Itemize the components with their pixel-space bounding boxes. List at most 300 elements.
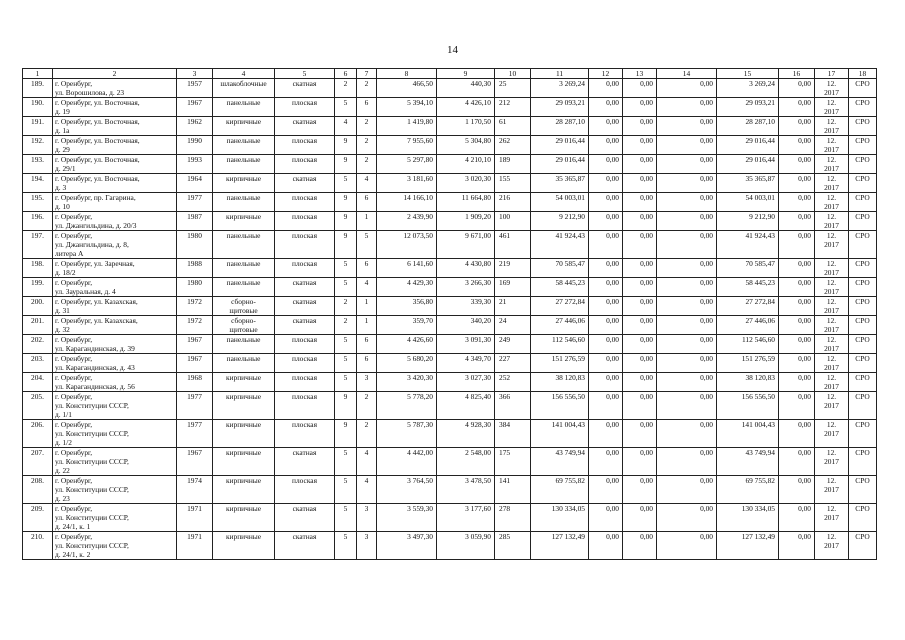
wall-material-cell: кирпичные xyxy=(213,174,275,193)
row-number: 196. xyxy=(23,212,53,231)
column-header: 14 xyxy=(657,69,717,79)
table-row xyxy=(23,392,877,420)
entrances-cell: 1 xyxy=(357,297,377,316)
entrances-cell: 4 xyxy=(357,278,377,297)
year-cell: 1974 xyxy=(177,476,213,504)
table-row xyxy=(23,193,877,212)
col13-cell: 0,00 xyxy=(623,155,657,174)
address-cell: г. Оренбург, ул. Восточная, д. 19 xyxy=(53,98,177,117)
table-row xyxy=(23,174,877,193)
cost-cell: 112 546,60 xyxy=(531,335,589,354)
col12-cell: 0,00 xyxy=(589,297,623,316)
col14-cell: 0,00 xyxy=(657,504,717,532)
wall-material-cell: кирпичные xyxy=(213,373,275,392)
table-row xyxy=(23,373,877,392)
year-cell: 1977 xyxy=(177,392,213,420)
method-cell: СРО xyxy=(849,117,877,136)
col13-cell: 0,00 xyxy=(623,117,657,136)
col12-cell: 0,00 xyxy=(589,476,623,504)
living-area-cell: 11 664,80 xyxy=(437,193,495,212)
living-area-cell: 3 020,30 xyxy=(437,174,495,193)
col16-cell: 0,00 xyxy=(779,231,815,259)
roof-type-cell: скатная xyxy=(275,297,335,316)
wall-material-cell: кирпичные xyxy=(213,504,275,532)
col14-cell: 0,00 xyxy=(657,259,717,278)
total-area-cell: 5 297,80 xyxy=(377,155,437,174)
living-area-cell: 3 059,90 xyxy=(437,532,495,560)
year-cell: 1967 xyxy=(177,98,213,117)
cost-cell: 29 093,21 xyxy=(531,98,589,117)
col16-cell: 0,00 xyxy=(779,297,815,316)
column-header: 2 xyxy=(53,69,177,79)
floors-cell: 2 xyxy=(335,79,357,98)
table-row xyxy=(23,297,877,316)
col15-cell: 151 276,59 xyxy=(717,354,779,373)
entrances-cell: 3 xyxy=(357,373,377,392)
living-area-cell: 4 426,10 xyxy=(437,98,495,117)
cost-cell: 27 272,84 xyxy=(531,297,589,316)
col13-cell: 0,00 xyxy=(623,259,657,278)
period-cell: 12. 2017 xyxy=(815,392,849,420)
period-cell: 12. 2017 xyxy=(815,174,849,193)
entrances-cell: 6 xyxy=(357,98,377,117)
method-cell: СРО xyxy=(849,476,877,504)
col13-cell: 0,00 xyxy=(623,448,657,476)
year-cell: 1968 xyxy=(177,373,213,392)
floors-cell: 9 xyxy=(335,193,357,212)
table-row xyxy=(23,231,877,259)
residents-cell: 189 xyxy=(495,155,531,174)
address-cell: г. Оренбург, ул. Зауральная, д. 4 xyxy=(53,278,177,297)
living-area-cell: 4 928,30 xyxy=(437,420,495,448)
roof-type-cell: скатная xyxy=(275,448,335,476)
row-number: 201. xyxy=(23,316,53,335)
col13-cell: 0,00 xyxy=(623,373,657,392)
total-area-cell: 14 166,10 xyxy=(377,193,437,212)
col15-cell: 112 546,60 xyxy=(717,335,779,354)
entrances-cell: 1 xyxy=(357,212,377,231)
year-cell: 1972 xyxy=(177,297,213,316)
column-header: 18 xyxy=(849,69,877,79)
col14-cell: 0,00 xyxy=(657,117,717,136)
cost-cell: 54 003,01 xyxy=(531,193,589,212)
roof-type-cell: плоская xyxy=(275,212,335,231)
year-cell: 1977 xyxy=(177,193,213,212)
cost-cell: 43 749,94 xyxy=(531,448,589,476)
col13-cell: 0,00 xyxy=(623,98,657,117)
col13-cell: 0,00 xyxy=(623,212,657,231)
col16-cell: 0,00 xyxy=(779,420,815,448)
cost-cell: 9 212,90 xyxy=(531,212,589,231)
year-cell: 1964 xyxy=(177,174,213,193)
address-cell: г. Оренбург, ул. Казахская, д. 32 xyxy=(53,316,177,335)
col12-cell: 0,00 xyxy=(589,335,623,354)
row-number: 195. xyxy=(23,193,53,212)
year-cell: 1962 xyxy=(177,117,213,136)
total-area-cell: 466,50 xyxy=(377,79,437,98)
col15-cell: 127 132,49 xyxy=(717,532,779,560)
year-cell: 1987 xyxy=(177,212,213,231)
floors-cell: 9 xyxy=(335,420,357,448)
cost-cell: 41 924,43 xyxy=(531,231,589,259)
address-cell: г. Оренбург, ул. Карагандинская, д. 43 xyxy=(53,354,177,373)
living-area-cell: 3 091,30 xyxy=(437,335,495,354)
residents-cell: 25 xyxy=(495,79,531,98)
residents-cell: 249 xyxy=(495,335,531,354)
col12-cell: 0,00 xyxy=(589,136,623,155)
floors-cell: 9 xyxy=(335,136,357,155)
method-cell: СРО xyxy=(849,420,877,448)
living-area-cell: 3 177,60 xyxy=(437,504,495,532)
method-cell: СРО xyxy=(849,335,877,354)
col13-cell: 0,00 xyxy=(623,476,657,504)
col16-cell: 0,00 xyxy=(779,392,815,420)
method-cell: СРО xyxy=(849,392,877,420)
wall-material-cell: кирпичные xyxy=(213,448,275,476)
cost-cell: 3 269,24 xyxy=(531,79,589,98)
col15-cell: 29 016,44 xyxy=(717,155,779,174)
wall-material-cell: кирпичные xyxy=(213,476,275,504)
col15-cell: 28 287,10 xyxy=(717,117,779,136)
col16-cell: 0,00 xyxy=(779,278,815,297)
col13-cell: 0,00 xyxy=(623,193,657,212)
col14-cell: 0,00 xyxy=(657,354,717,373)
col13-cell: 0,00 xyxy=(623,335,657,354)
address-cell: г. Оренбург, ул. Восточная, д. 29 xyxy=(53,136,177,155)
residents-cell: 285 xyxy=(495,532,531,560)
cost-cell: 29 016,44 xyxy=(531,155,589,174)
row-number: 192. xyxy=(23,136,53,155)
col12-cell: 0,00 xyxy=(589,193,623,212)
floors-cell: 9 xyxy=(335,231,357,259)
total-area-cell: 7 955,60 xyxy=(377,136,437,155)
year-cell: 1972 xyxy=(177,316,213,335)
col12-cell: 0,00 xyxy=(589,231,623,259)
period-cell: 12. 2017 xyxy=(815,117,849,136)
table-row xyxy=(23,117,877,136)
table-row xyxy=(23,79,877,98)
col13-cell: 0,00 xyxy=(623,392,657,420)
cost-cell: 156 556,50 xyxy=(531,392,589,420)
address-cell: г. Оренбург, ул. Конституции СССР, д. 24/1, к. 1 xyxy=(53,504,177,532)
col13-cell: 0,00 xyxy=(623,316,657,335)
col15-cell: 130 334,05 xyxy=(717,504,779,532)
period-cell: 12. 2017 xyxy=(815,297,849,316)
col13-cell: 0,00 xyxy=(623,231,657,259)
col14-cell: 0,00 xyxy=(657,448,717,476)
wall-material-cell: шлакоблочные xyxy=(213,79,275,98)
wall-material-cell: кирпичные xyxy=(213,117,275,136)
roof-type-cell: скатная xyxy=(275,316,335,335)
residents-cell: 278 xyxy=(495,504,531,532)
period-cell: 12. 2017 xyxy=(815,504,849,532)
column-header: 15 xyxy=(717,69,779,79)
floors-cell: 5 xyxy=(335,504,357,532)
total-area-cell: 12 073,50 xyxy=(377,231,437,259)
col14-cell: 0,00 xyxy=(657,79,717,98)
column-header: 3 xyxy=(177,69,213,79)
residents-cell: 384 xyxy=(495,420,531,448)
column-header: 12 xyxy=(589,69,623,79)
col12-cell: 0,00 xyxy=(589,532,623,560)
year-cell: 1967 xyxy=(177,335,213,354)
col12-cell: 0,00 xyxy=(589,354,623,373)
period-cell: 12. 2017 xyxy=(815,155,849,174)
col16-cell: 0,00 xyxy=(779,316,815,335)
col12-cell: 0,00 xyxy=(589,448,623,476)
wall-material-cell: панельные xyxy=(213,278,275,297)
col14-cell: 0,00 xyxy=(657,278,717,297)
table-row xyxy=(23,448,877,476)
method-cell: СРО xyxy=(849,174,877,193)
living-area-cell: 4 349,70 xyxy=(437,354,495,373)
housing-repair-table xyxy=(22,68,877,560)
wall-material-cell: сборно- щитовые xyxy=(213,316,275,335)
total-area-cell: 1 419,80 xyxy=(377,117,437,136)
floors-cell: 5 xyxy=(335,174,357,193)
col15-cell: 54 003,01 xyxy=(717,193,779,212)
roof-type-cell: плоская xyxy=(275,231,335,259)
year-cell: 1980 xyxy=(177,278,213,297)
period-cell: 12. 2017 xyxy=(815,373,849,392)
col15-cell: 43 749,94 xyxy=(717,448,779,476)
col16-cell: 0,00 xyxy=(779,98,815,117)
col16-cell: 0,00 xyxy=(779,117,815,136)
col13-cell: 0,00 xyxy=(623,174,657,193)
total-area-cell: 3 764,50 xyxy=(377,476,437,504)
address-cell: г. Оренбург, ул. Конституции СССР, д. 23 xyxy=(53,476,177,504)
total-area-cell: 3 420,30 xyxy=(377,373,437,392)
col13-cell: 0,00 xyxy=(623,297,657,316)
col15-cell: 29 016,44 xyxy=(717,136,779,155)
floors-cell: 5 xyxy=(335,278,357,297)
period-cell: 12. 2017 xyxy=(815,193,849,212)
entrances-cell: 6 xyxy=(357,354,377,373)
table-row xyxy=(23,98,877,117)
total-area-cell: 4 442,00 xyxy=(377,448,437,476)
year-cell: 1971 xyxy=(177,504,213,532)
period-cell: 12. 2017 xyxy=(815,79,849,98)
col15-cell: 3 269,24 xyxy=(717,79,779,98)
cost-cell: 130 334,05 xyxy=(531,504,589,532)
floors-cell: 5 xyxy=(335,448,357,476)
row-number: 202. xyxy=(23,335,53,354)
year-cell: 1993 xyxy=(177,155,213,174)
roof-type-cell: плоская xyxy=(275,155,335,174)
col13-cell: 0,00 xyxy=(623,420,657,448)
col14-cell: 0,00 xyxy=(657,392,717,420)
cost-cell: 141 004,43 xyxy=(531,420,589,448)
method-cell: СРО xyxy=(849,231,877,259)
total-area-cell: 3 559,30 xyxy=(377,504,437,532)
roof-type-cell: скатная xyxy=(275,532,335,560)
col12-cell: 0,00 xyxy=(589,117,623,136)
col13-cell: 0,00 xyxy=(623,354,657,373)
wall-material-cell: панельные xyxy=(213,354,275,373)
col15-cell: 27 272,84 xyxy=(717,297,779,316)
year-cell: 1967 xyxy=(177,448,213,476)
col14-cell: 0,00 xyxy=(657,174,717,193)
cost-cell: 35 365,87 xyxy=(531,174,589,193)
residents-cell: 175 xyxy=(495,448,531,476)
row-number: 197. xyxy=(23,231,53,259)
year-cell: 1971 xyxy=(177,532,213,560)
living-area-cell: 1 170,50 xyxy=(437,117,495,136)
entrances-cell: 1 xyxy=(357,316,377,335)
col12-cell: 0,00 xyxy=(589,212,623,231)
method-cell: СРО xyxy=(849,278,877,297)
method-cell: СРО xyxy=(849,136,877,155)
living-area-cell: 5 304,80 xyxy=(437,136,495,155)
col16-cell: 0,00 xyxy=(779,504,815,532)
col12-cell: 0,00 xyxy=(589,155,623,174)
entrances-cell: 6 xyxy=(357,259,377,278)
entrances-cell: 6 xyxy=(357,193,377,212)
row-number: 207. xyxy=(23,448,53,476)
floors-cell: 5 xyxy=(335,532,357,560)
floors-cell: 5 xyxy=(335,476,357,504)
roof-type-cell: плоская xyxy=(275,193,335,212)
floors-cell: 4 xyxy=(335,117,357,136)
method-cell: СРО xyxy=(849,354,877,373)
col16-cell: 0,00 xyxy=(779,136,815,155)
col15-cell: 29 093,21 xyxy=(717,98,779,117)
floors-cell: 5 xyxy=(335,98,357,117)
method-cell: СРО xyxy=(849,193,877,212)
table-row xyxy=(23,136,877,155)
period-cell: 12. 2017 xyxy=(815,476,849,504)
living-area-cell: 3 266,30 xyxy=(437,278,495,297)
period-cell: 12. 2017 xyxy=(815,354,849,373)
entrances-cell: 2 xyxy=(357,136,377,155)
row-number: 194. xyxy=(23,174,53,193)
residents-cell: 252 xyxy=(495,373,531,392)
living-area-cell: 1 909,20 xyxy=(437,212,495,231)
col13-cell: 0,00 xyxy=(623,504,657,532)
column-header: 10 xyxy=(495,69,531,79)
cost-cell: 127 132,49 xyxy=(531,532,589,560)
row-number: 189. xyxy=(23,79,53,98)
address-cell: г. Оренбург, ул. Карагандинская, д. 56 xyxy=(53,373,177,392)
table-row xyxy=(23,532,877,560)
wall-material-cell: кирпичные xyxy=(213,392,275,420)
entrances-cell: 5 xyxy=(357,231,377,259)
column-header: 17 xyxy=(815,69,849,79)
col14-cell: 0,00 xyxy=(657,420,717,448)
period-cell: 12. 2017 xyxy=(815,212,849,231)
period-cell: 12. 2017 xyxy=(815,278,849,297)
living-area-cell: 3 478,50 xyxy=(437,476,495,504)
entrances-cell: 2 xyxy=(357,155,377,174)
col14-cell: 0,00 xyxy=(657,212,717,231)
floors-cell: 2 xyxy=(335,316,357,335)
method-cell: СРО xyxy=(849,316,877,335)
roof-type-cell: плоская xyxy=(275,392,335,420)
floors-cell: 9 xyxy=(335,155,357,174)
row-number: 204. xyxy=(23,373,53,392)
wall-material-cell: панельные xyxy=(213,193,275,212)
method-cell: СРО xyxy=(849,297,877,316)
residents-cell: 262 xyxy=(495,136,531,155)
col15-cell: 58 445,23 xyxy=(717,278,779,297)
col15-cell: 9 212,90 xyxy=(717,212,779,231)
row-number: 193. xyxy=(23,155,53,174)
table-row xyxy=(23,155,877,174)
col15-cell: 69 755,82 xyxy=(717,476,779,504)
col16-cell: 0,00 xyxy=(779,335,815,354)
col16-cell: 0,00 xyxy=(779,373,815,392)
roof-type-cell: скатная xyxy=(275,117,335,136)
column-header: 6 xyxy=(335,69,357,79)
total-area-cell: 2 439,90 xyxy=(377,212,437,231)
row-number: 198. xyxy=(23,259,53,278)
col15-cell: 156 556,50 xyxy=(717,392,779,420)
residents-cell: 21 xyxy=(495,297,531,316)
col14-cell: 0,00 xyxy=(657,193,717,212)
wall-material-cell: панельные xyxy=(213,231,275,259)
column-header: 5 xyxy=(275,69,335,79)
col15-cell: 27 446,06 xyxy=(717,316,779,335)
col12-cell: 0,00 xyxy=(589,504,623,532)
year-cell: 1977 xyxy=(177,420,213,448)
roof-type-cell: плоская xyxy=(275,420,335,448)
col14-cell: 0,00 xyxy=(657,316,717,335)
residents-cell: 212 xyxy=(495,98,531,117)
method-cell: СРО xyxy=(849,373,877,392)
period-cell: 12. 2017 xyxy=(815,335,849,354)
total-area-cell: 356,80 xyxy=(377,297,437,316)
address-cell: г. Оренбург, ул. Казахская, д. 31 xyxy=(53,297,177,316)
method-cell: СРО xyxy=(849,504,877,532)
total-area-cell: 4 429,30 xyxy=(377,278,437,297)
floors-cell: 5 xyxy=(335,354,357,373)
roof-type-cell: плоская xyxy=(275,373,335,392)
col14-cell: 0,00 xyxy=(657,136,717,155)
page-number: 14 xyxy=(447,44,458,56)
address-cell: г. Оренбург, ул. Джангильдина, д. 8, литера А xyxy=(53,231,177,259)
total-area-cell: 4 426,60 xyxy=(377,335,437,354)
wall-material-cell: панельные xyxy=(213,136,275,155)
column-header: 1 xyxy=(23,69,53,79)
row-number: 208. xyxy=(23,476,53,504)
column-header: 9 xyxy=(437,69,495,79)
total-area-cell: 5 778,20 xyxy=(377,392,437,420)
total-area-cell: 5 394,10 xyxy=(377,98,437,117)
address-cell: г. Оренбург, ул. Джангильдина, д. 20/3 xyxy=(53,212,177,231)
column-header: 4 xyxy=(213,69,275,79)
col13-cell: 0,00 xyxy=(623,136,657,155)
address-cell: г. Оренбург, ул. Конституции СССР, д. 1/1 xyxy=(53,392,177,420)
entrances-cell: 2 xyxy=(357,117,377,136)
method-cell: СРО xyxy=(849,155,877,174)
table-row xyxy=(23,212,877,231)
period-cell: 12. 2017 xyxy=(815,532,849,560)
period-cell: 12. 2017 xyxy=(815,420,849,448)
entrances-cell: 2 xyxy=(357,420,377,448)
col16-cell: 0,00 xyxy=(779,212,815,231)
col14-cell: 0,00 xyxy=(657,98,717,117)
floors-cell: 2 xyxy=(335,297,357,316)
row-number: 199. xyxy=(23,278,53,297)
total-area-cell: 3 497,30 xyxy=(377,532,437,560)
col12-cell: 0,00 xyxy=(589,79,623,98)
entrances-cell: 2 xyxy=(357,79,377,98)
cost-cell: 69 755,82 xyxy=(531,476,589,504)
roof-type-cell: скатная xyxy=(275,278,335,297)
col12-cell: 0,00 xyxy=(589,316,623,335)
col16-cell: 0,00 xyxy=(779,448,815,476)
total-area-cell: 3 181,60 xyxy=(377,174,437,193)
